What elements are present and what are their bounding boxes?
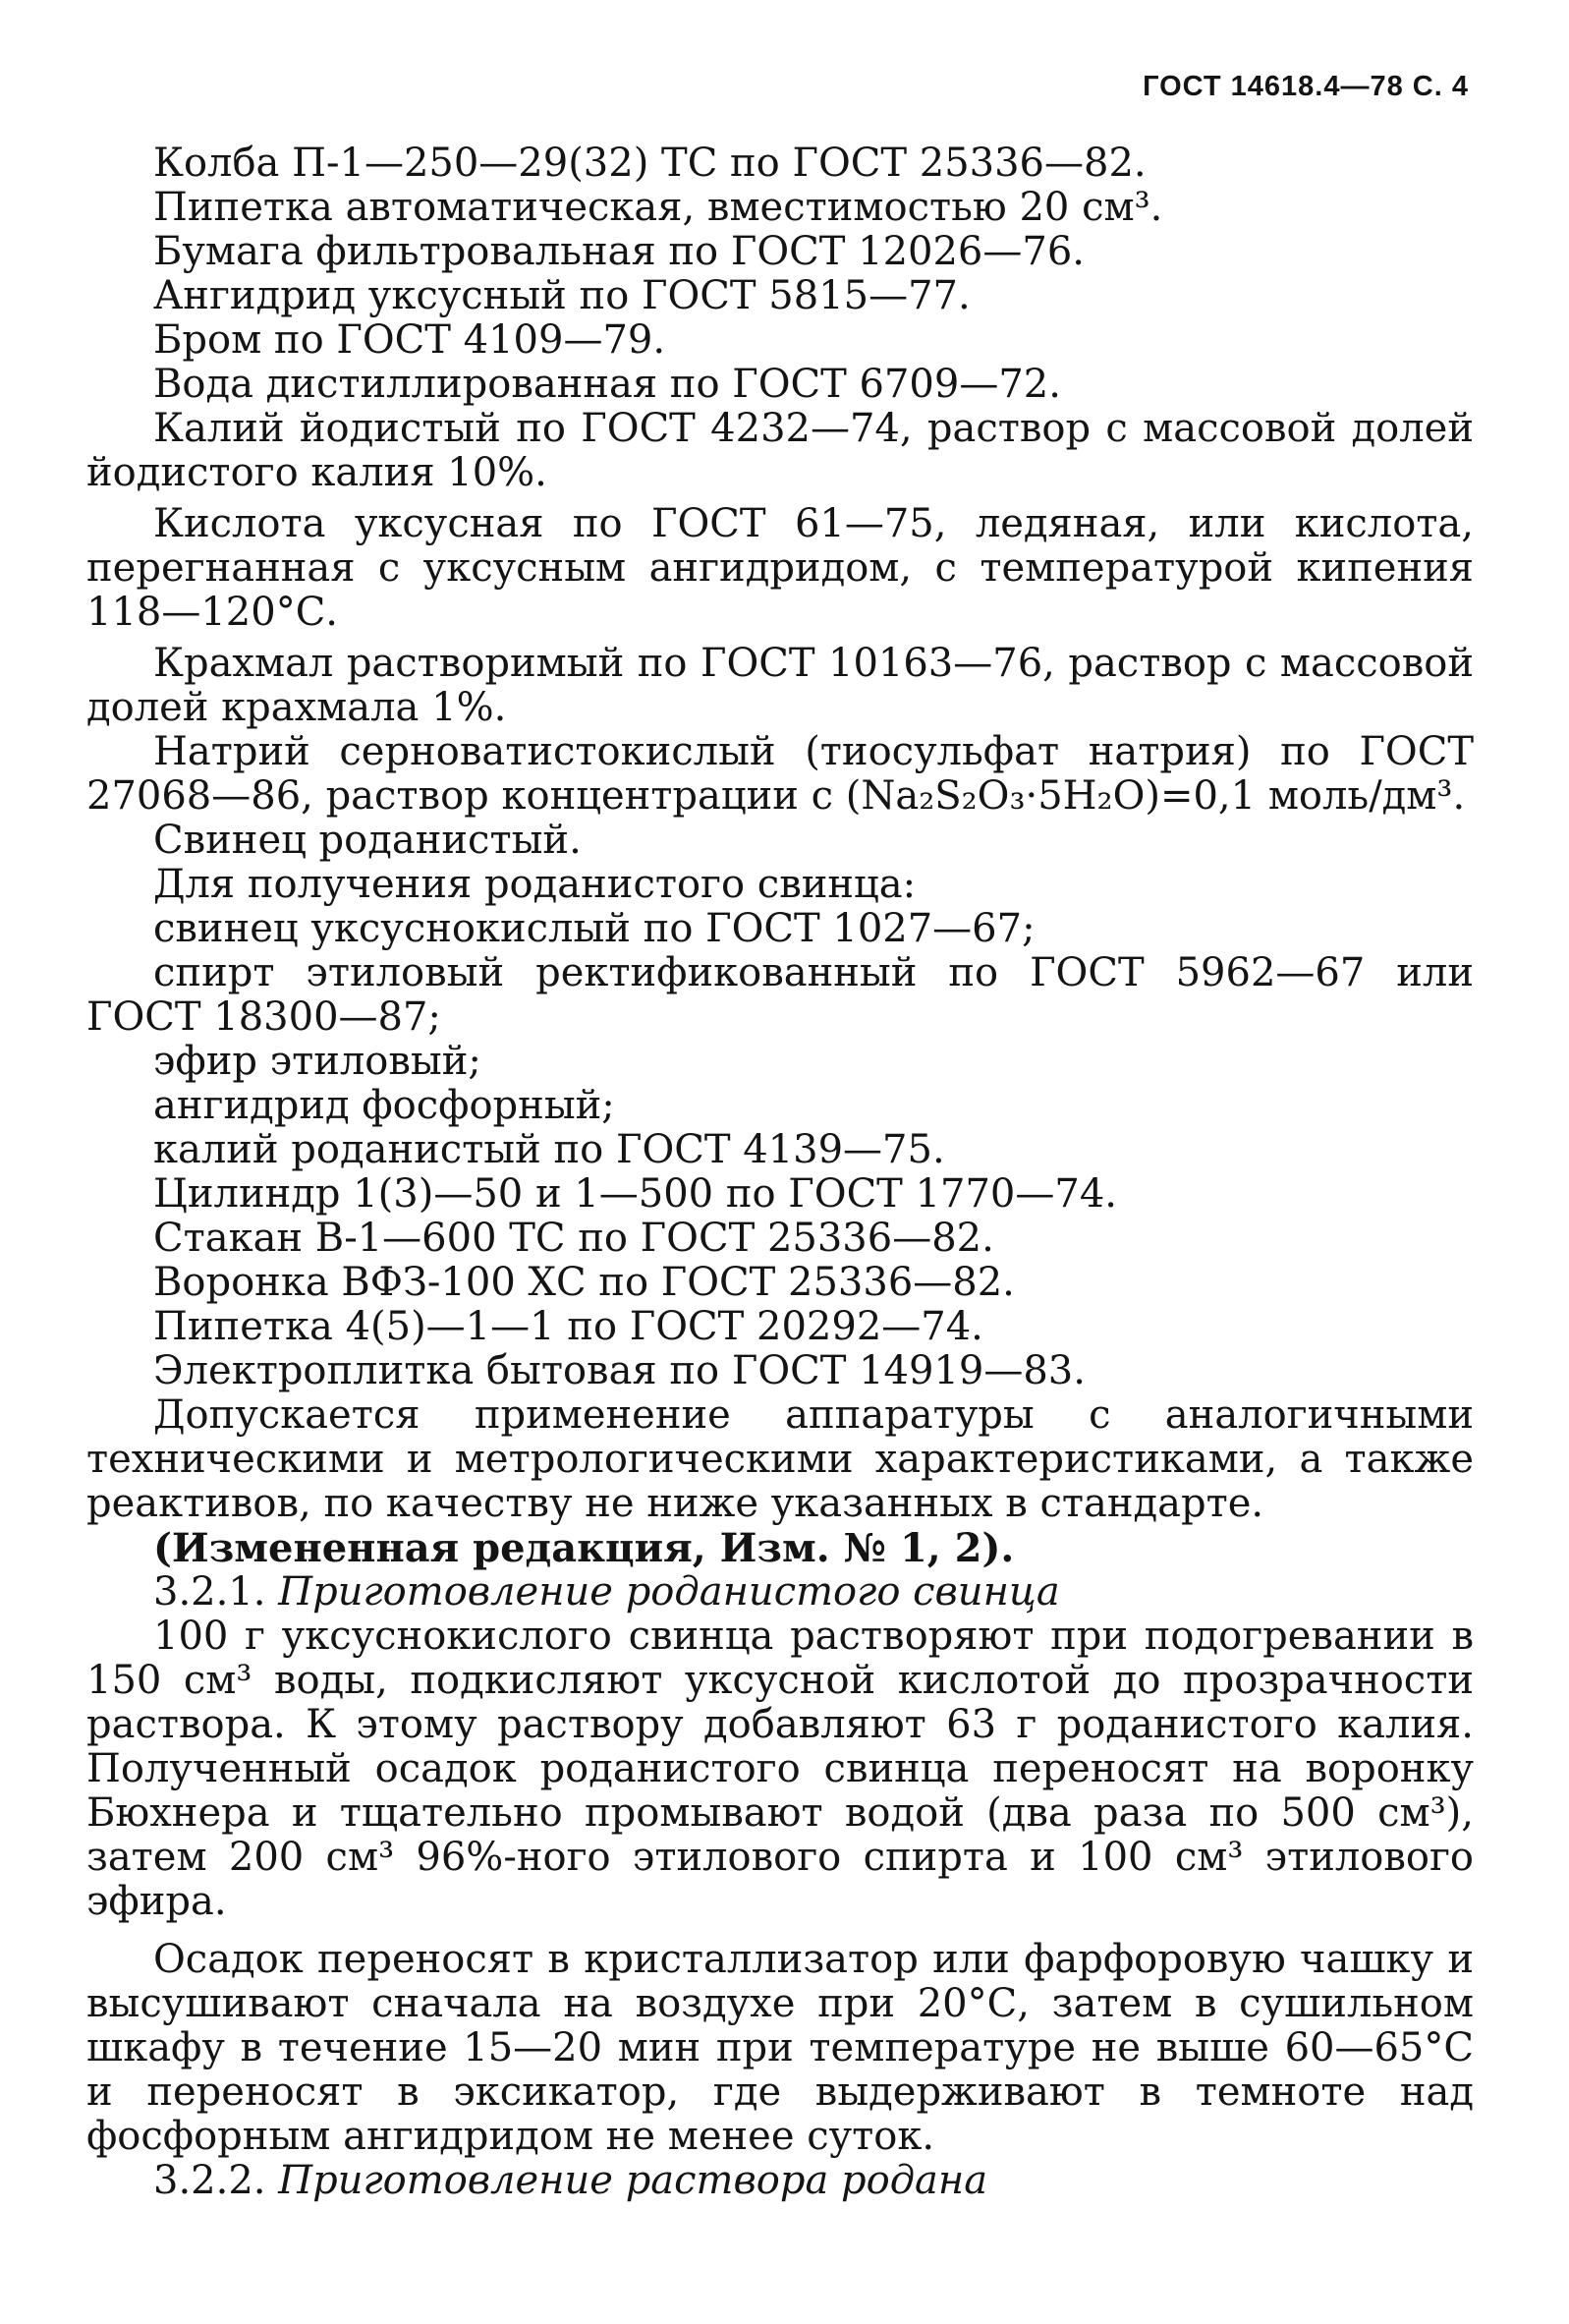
item-filter-paper: Бумага фильтровальная по ГОСТ 12026—76. (153, 229, 1085, 274)
item-permission-note: Допускается применение аппаратуры с аналогичными техническими и метрологическими характеристиками, а также реактивов, по качеству не ниже указанных в стандарте. (86, 1392, 1474, 1526)
page-header: ГОСТ 14618.4—78 С. 4 (1143, 71, 1469, 102)
item-starch: Крахмал растворимый по ГОСТ 10163—76, раствор с массовой долей крахмала 1%. (86, 641, 1474, 730)
item-beaker: Стакан В-1—600 ТС по ГОСТ 25336—82. (153, 1216, 994, 1261)
item-acetic-anhydride: Ангидрид уксусный по ГОСТ 5815—77. (153, 273, 971, 318)
item-bromine: Бром по ГОСТ 4109—79. (153, 317, 666, 363)
section-321-title: Приготовление роданистого свинца (278, 1569, 1060, 1615)
section-321-number: 3.2.1. (153, 1569, 266, 1615)
item-flask: Колба П-1—250—29(32) ТС по ГОСТ 25336—82. (153, 141, 1147, 186)
item-lead-thiocyanate: Свинец роданистый. (153, 818, 582, 863)
item-ethyl-ether: эфир этиловый; (153, 1039, 481, 1084)
item-lead-acetate: свинец уксуснокислый по ГОСТ 1027—67; (153, 906, 1036, 951)
item-phosphoric-anhydride: ангидрид фосфорный; (153, 1083, 615, 1128)
item-cylinder: Цилиндр 1(3)—50 и 1—500 по ГОСТ 1770—74. (153, 1171, 1117, 1217)
section-321-heading (86, 1570, 1474, 1615)
revision-note: (Измененная редакция, Изм. № 1, 2). (153, 1525, 1015, 1571)
section-322-title: Приготовление раствора родана (278, 2158, 988, 2203)
item-potassium-thiocyanate: калий роданистый по ГОСТ 4139—75. (153, 1127, 945, 1172)
item-distilled-water: Вода дистиллированная по ГОСТ 6709—72. (153, 362, 1061, 407)
item-ethyl-alcohol: спирт этиловый ректификованный по ГОСТ 5962—67 или ГОСТ 18300—87; (86, 950, 1474, 1040)
item-acetic-acid: Кислота уксусная по ГОСТ 61—75, ледяная, или кислота, перегнанная с уксусным ангидридом, с температурой кипения 118—120°С. (86, 501, 1474, 635)
item-lead-thiocyanate-prep: Для получения роданистого свинца: (153, 862, 917, 907)
section-321-paragraph-2: Осадок переносят в кристаллизатор или фарфоровую чашку и высушивают сначала на воздухе при 20°С, затем в сушильном шкафу в течение 15—20 мин при температуре не выше 60—65°С и переносят в эксикатор, где выдерживают в темноте над фосфорным ангидридом не менее суток. (86, 1937, 1474, 2159)
item-pipette: Пипетка 4(5)—1—1 по ГОСТ 20292—74. (153, 1304, 983, 1349)
section-322-number: 3.2.2. (153, 2158, 266, 2203)
section-322-heading (86, 2159, 1474, 2203)
item-potassium-iodide: Калий йодистый по ГОСТ 4232—74, раствор с массовой долей йодистого калия 10%. (86, 406, 1474, 495)
item-funnel: Воронка ВФЗ-100 ХС по ГОСТ 25336—82. (153, 1260, 1015, 1305)
item-hotplate: Электроплитка бытовая по ГОСТ 14919—83. (153, 1348, 1086, 1393)
item-sodium-thiosulfate: Натрий серноватистокислый (тиосульфат натрия) по ГОСТ 27068—86, раствор концентрации с (Na₂S₂O₃·5H₂O)=0,1 моль/дм³. (86, 729, 1474, 819)
item-pipette-auto: Пипетка автоматическая, вместимостью 20 см³. (153, 185, 1163, 230)
document-body (86, 142, 1474, 2203)
section-321-paragraph-1: 100 г уксуснокислого свинца растворяют при подогревании в 150 см³ воды, подкисляют уксусной кислотой до прозрачности раствора. К этому раствору добавляют 63 г роданистого калия. Полученный осадок роданистого свинца переносят на воронку Бюхнера и тщательно промывают водой (два раза по 500 см³), затем 200 см³ 96%-ного этилового спирта и 100 см³ этилового эфира. (86, 1614, 1474, 1924)
